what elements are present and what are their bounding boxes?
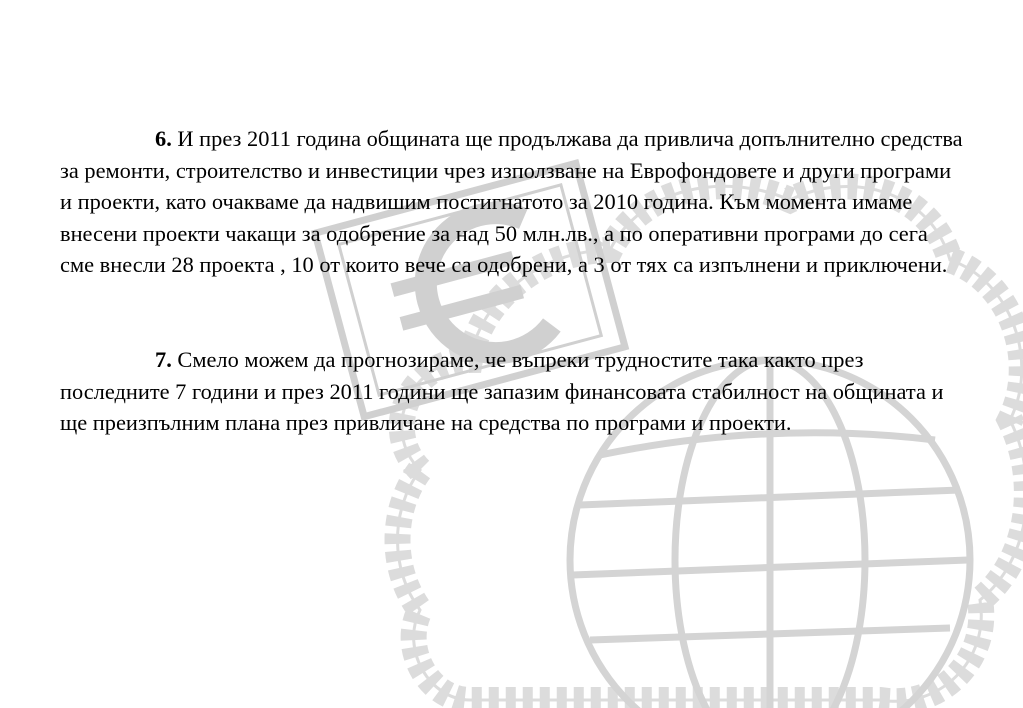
paragraph-text: Смело можем да прогнозираме, че въпреки трудностите така както през последните 7 години и през 2011 години ще запазим финансовата стабилност на общината и ще преизпълним плана през привличане на средства по програми и проекти. — [60, 346, 944, 436]
paragraph-7 — [60, 344, 965, 439]
paragraph-6 — [60, 123, 965, 281]
paragraph-number: 7. — [155, 346, 172, 372]
document-body — [60, 123, 965, 439]
paragraph-text: И през 2011 година общината ще продължава да привлича допълнително средства за ремонти, строителство и инвестиции чрез използване на Еврофондовете и други програми и проекти, като очакваме да надвишим постигнатото за 2010 година. Към момента имаме внесени проекти чакащи за одобрение за над 50 млн.лв., а по оперативни програми до сега сме внесли 28 проекта , 10 от които вече са одобрени, а 3 от тях са изпълнени и приключени. — [60, 126, 963, 278]
paragraph-number: 6. — [155, 126, 172, 151]
